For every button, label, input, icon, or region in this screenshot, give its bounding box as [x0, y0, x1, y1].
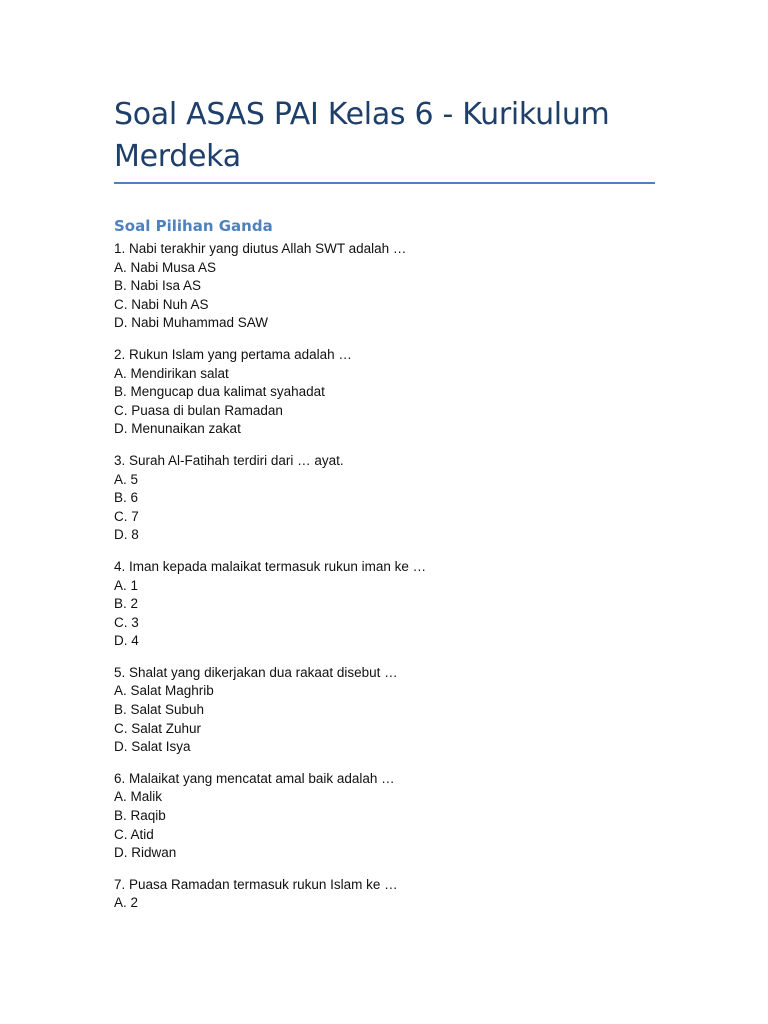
answer-option: C. Atid: [114, 826, 154, 842]
answer-option: B. Nabi Isa AS: [114, 278, 202, 294]
question-text: 2. Rukun Islam yang pertama adalah …: [114, 346, 352, 362]
question-item: [114, 346, 655, 439]
answer-option: D. Menunaikan zakat: [114, 421, 241, 437]
answer-option: B. 6: [114, 490, 139, 506]
question-text: 1. Nabi terakhir yang diutus Allah SWT adalah …: [114, 241, 407, 256]
answer-option: A. 2: [114, 895, 139, 911]
answer-option: A. 1: [114, 577, 139, 593]
answer-option: C. Puasa di bulan Ramadan: [114, 402, 283, 418]
question-text: 5. Shalat yang dikerjakan dua rakaat disebut …: [114, 664, 398, 680]
question-item: [114, 876, 655, 913]
answer-option: B. 2: [114, 596, 139, 612]
answer-option: A. Salat Maghrib: [114, 683, 214, 699]
title-divider: [114, 182, 655, 184]
question-list: [114, 240, 655, 913]
answer-option: D. Salat Isya: [114, 739, 191, 755]
answer-option: A. Mendirikan salat: [114, 365, 229, 381]
document-title: Soal ASAS PAI Kelas 6 - Kurikulum Merdeka: [114, 97, 610, 174]
question-text: 3. Surah Al-Fatihah terdiri dari … ayat.: [114, 452, 344, 468]
document-page: [114, 94, 655, 926]
question-item: [114, 558, 655, 651]
answer-option: A. 5: [114, 471, 139, 487]
answer-option: C. Nabi Nuh AS: [114, 296, 209, 312]
answer-option: B. Raqib: [114, 808, 166, 824]
question-text: 4. Iman kepada malaikat termasuk rukun iman ke …: [114, 558, 427, 574]
answer-option: D. Nabi Muhammad SAW: [114, 315, 269, 331]
question-item: [114, 452, 655, 545]
answer-option: D. Ridwan: [114, 845, 177, 861]
answer-option: C. 7: [114, 508, 139, 524]
section-heading: Soal Pilihan Ganda: [114, 217, 273, 235]
answer-option: C. 3: [114, 614, 139, 630]
answer-option: C. Salat Zuhur: [114, 720, 202, 736]
question-item: [114, 770, 655, 863]
question-item: [114, 664, 655, 757]
answer-option: A. Nabi Musa AS: [114, 259, 217, 275]
answer-option: B. Salat Subuh: [114, 702, 205, 718]
question-text: 7. Puasa Ramadan termasuk rukun Islam ke …: [114, 876, 398, 892]
answer-option: A. Malik: [114, 789, 163, 805]
answer-option: D. 4: [114, 633, 139, 649]
answer-option: B. Mengucap dua kalimat syahadat: [114, 384, 325, 400]
answer-option: D. 8: [114, 527, 139, 543]
question-item: [114, 240, 655, 333]
question-text: 6. Malaikat yang mencatat amal baik adalah …: [114, 770, 395, 786]
